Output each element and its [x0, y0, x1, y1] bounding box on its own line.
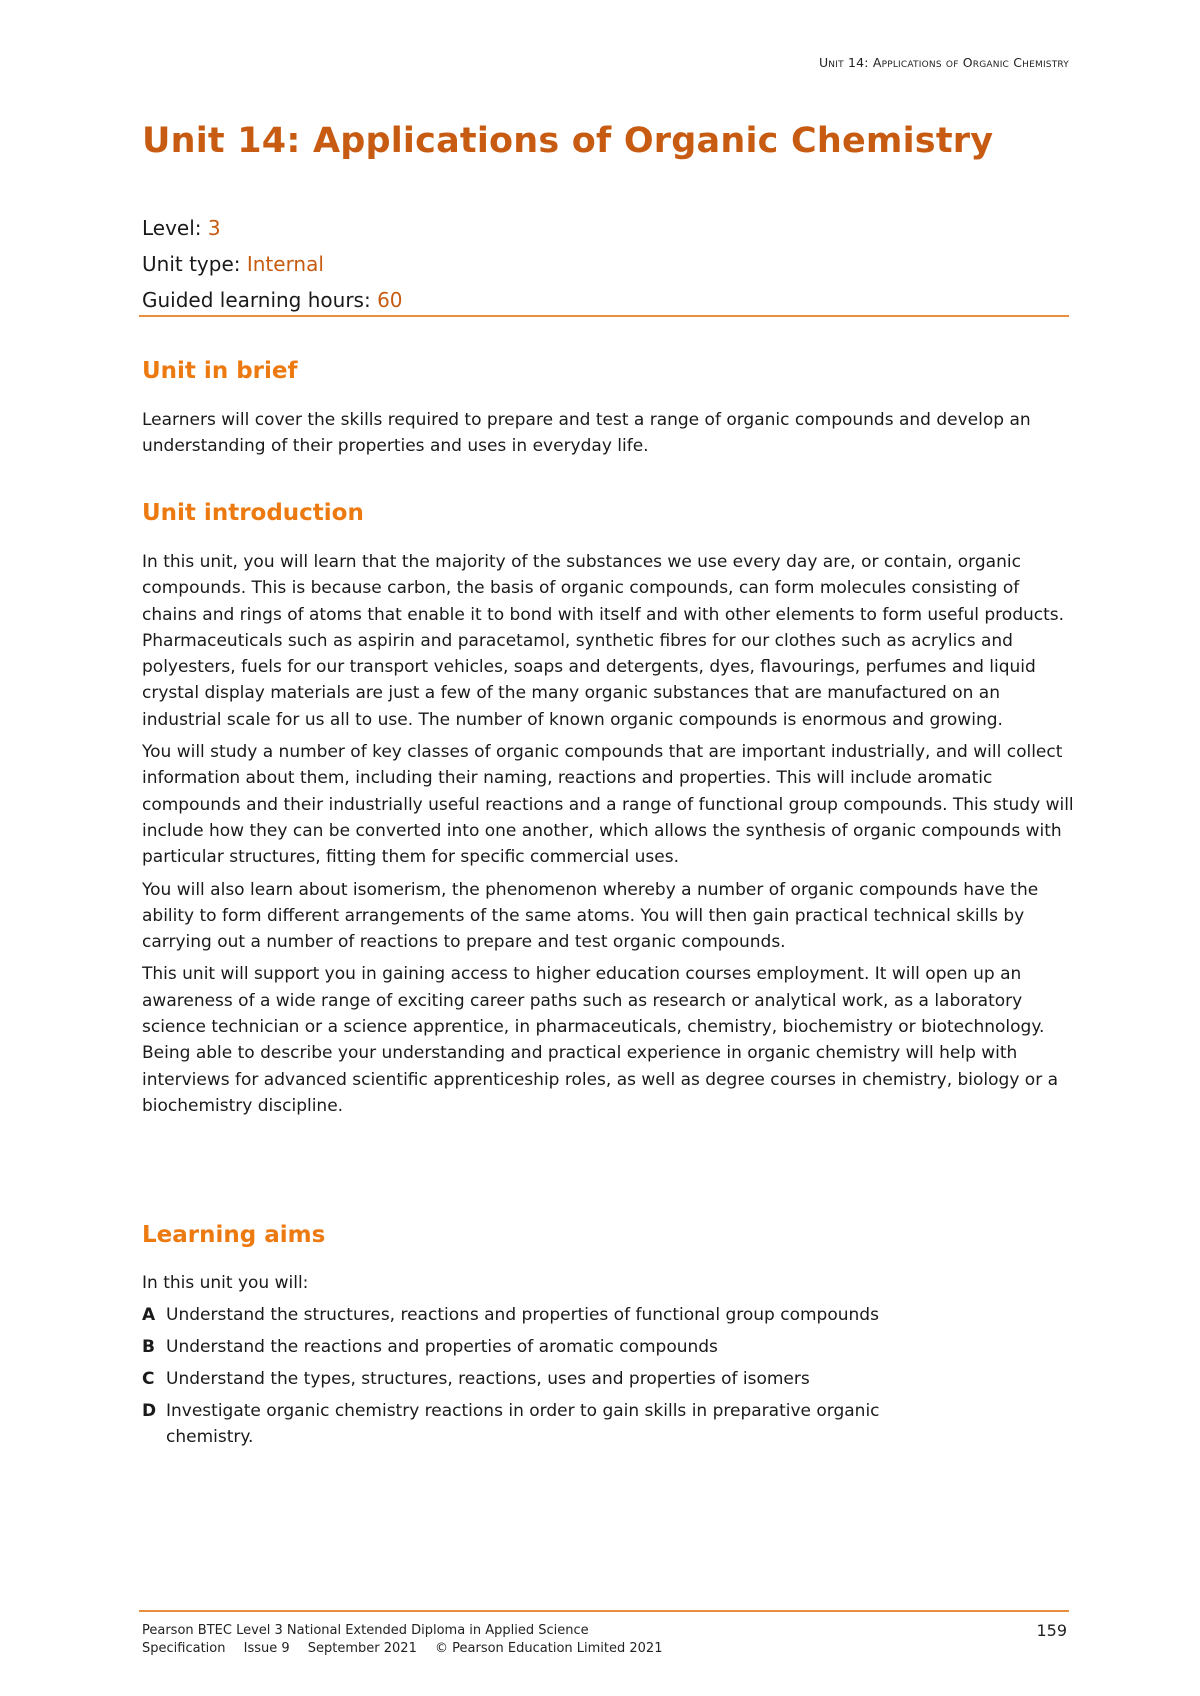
unit-meta	[142, 210, 403, 318]
intro-paragraph-2: You will study a number of key classes of organic compounds that are important industrially, and will collect information about them, including their naming, reactions and properties. This will include aromatic compounds and their industrially useful reactions and a range of functional group compounds. This study will include how they can be converted into one another, which allows the synthesis of organic compounds with particular structures, fitting them for specific commercial uses.	[142, 742, 1074, 868]
unit-in-brief-heading: Unit in brief	[142, 358, 298, 384]
learning-aim-c	[142, 1366, 1077, 1392]
glh-row	[142, 282, 403, 318]
learning-aims-list	[142, 1270, 1077, 1456]
aim-text: Understand the reactions and properties of aromatic compounds	[166, 1337, 718, 1357]
aim-letter: B	[142, 1337, 155, 1357]
aim-text: Investigate organic chemistry reactions in order to gain skills in preparative organic chemistry.	[166, 1401, 880, 1447]
footer-copyright: © Pearson Education Limited 2021	[435, 1641, 663, 1656]
page-number: 159	[1036, 1621, 1067, 1640]
learning-aims-heading: Learning aims	[142, 1222, 326, 1248]
unit-in-brief-paragraph: Learners will cover the skills required to prepare and test a range of organic compounds and develop an understanding of their properties and uses in everyday life.	[142, 410, 1031, 457]
aim-letter: D	[142, 1401, 157, 1421]
footer-issue: Issue 9	[243, 1641, 290, 1656]
glh-value: 60	[377, 288, 403, 312]
unit-introduction-heading: Unit introduction	[142, 500, 364, 526]
footer-spec-line	[142, 1640, 1067, 1658]
learning-aim-b	[142, 1334, 1077, 1360]
aim-text: Understand the structures, reactions and properties of functional group compounds	[166, 1305, 879, 1325]
intro-paragraph-4: This unit will support you in gaining access to higher education courses employment. It will open up an awareness of a wide range of exciting career paths such as research or analytical work, as a laboratory science technician or a science apprentice, in pharmaceuticals, chemistry, biochemistry or biotechnology. Being able to describe your understanding and practical experience in organic chemistry will help with interviews for advanced scientific apprenticeship roles, as well as degree courses in chemistry, biology or a biochemistry discipline.	[142, 964, 1059, 1116]
unit-type-value: Internal	[246, 252, 324, 276]
level-row	[142, 210, 403, 246]
learning-aim-a	[142, 1302, 1077, 1328]
learning-aim-d	[142, 1398, 1077, 1450]
footer-date: September 2021	[307, 1641, 417, 1656]
footer-spec: Specification	[142, 1641, 226, 1656]
aim-letter: A	[142, 1305, 156, 1325]
unit-in-brief-text	[142, 407, 1077, 466]
aim-letter: C	[142, 1369, 155, 1389]
intro-paragraph-1: In this unit, you will learn that the majority of the substances we use every day are, or contain, organic compounds. This is because carbon, the basis of organic compounds, can form molecules consisting of chains and rings of atoms that enable it to bond with itself and with other elements to form useful products. Pharmaceuticals such as aspirin and paracetamol, synthetic fibres for our clothes such as acrylics and polyesters, fuels for our transport vehicles, soaps and detergents, dyes, flavourings, perfumes and liquid crystal display materials are just a few of the many organic substances that are manufactured on an industrial scale for us all to use. The number of known organic compounds is enormous and growing.	[142, 552, 1065, 730]
level-label: Level:	[142, 216, 208, 240]
page-title: Unit 14: Applications of Organic Chemistry	[142, 121, 994, 161]
learning-aims-intro: In this unit you will:	[142, 1273, 309, 1293]
footer-divider	[139, 1610, 1069, 1612]
footer	[142, 1622, 1067, 1658]
glh-label: Guided learning hours:	[142, 288, 378, 312]
header-divider	[139, 315, 1069, 317]
unit-type-label: Unit type:	[142, 252, 247, 276]
running-head: Unit 14: Applications of Organic Chemistry	[818, 55, 1069, 70]
unit-introduction-text	[142, 549, 1077, 1125]
level-value: 3	[207, 216, 221, 240]
intro-paragraph-3: You will also learn about isomerism, the phenomenon whereby a number of organic compounds have the ability to form different arrangements of the same atoms. You will then gain practical technical skills by carrying out a number of reactions to prepare and test organic compounds.	[142, 879, 1039, 953]
aim-text: Understand the types, structures, reactions, uses and properties of isomers	[166, 1369, 810, 1389]
footer-qualification: Pearson BTEC Level 3 National Extended Diploma in Applied Science	[142, 1623, 589, 1638]
unit-type-row	[142, 246, 403, 282]
